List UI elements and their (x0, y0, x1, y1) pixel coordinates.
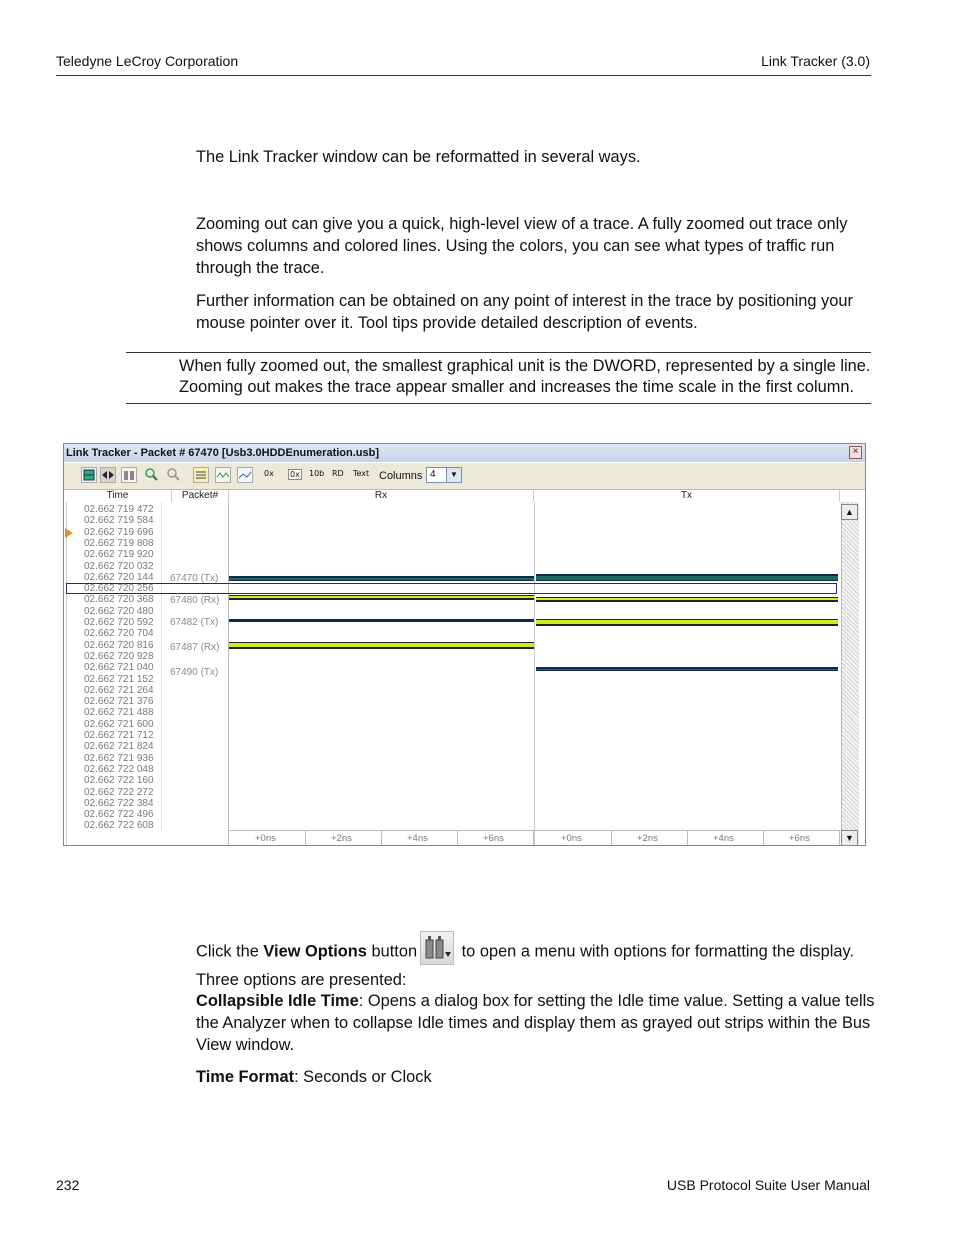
time-item[interactable]: 02.662 722 048 (84, 763, 154, 775)
time-item[interactable]: 02.662 721 712 (84, 730, 154, 741)
time-item[interactable]: 02.662 719 472 (84, 504, 154, 515)
scroll-up-icon[interactable]: ▲ (841, 504, 858, 520)
rx-line-67482[interactable] (229, 619, 534, 622)
header-section: Link Tracker (3.0) (761, 53, 870, 69)
tick-separator (305, 830, 306, 846)
col-header-time[interactable]: Time (64, 490, 172, 502)
tx-line-67490[interactable] (536, 667, 838, 671)
rx-line-67480[interactable] (229, 595, 534, 600)
layout-chart-icon[interactable] (237, 467, 253, 483)
view-options-icon (420, 931, 454, 965)
note-line-2: Zooming out makes the trace appear smaller and increases the time scale in the first column. (179, 378, 855, 396)
tick-separator (457, 830, 458, 846)
time-tick: +6ns (789, 833, 810, 844)
time-item[interactable]: 02.662 721 376 (84, 696, 154, 708)
time-item[interactable]: 02.662 721 264 (84, 684, 154, 696)
zoom-out-icon[interactable] (165, 467, 181, 483)
page-number: 232 (56, 1177, 80, 1193)
layout-list-icon[interactable] (193, 467, 209, 483)
info-paragraph: Further information can be obtained on any point of interest in the trace by positioning your mouse pointer over it. Tool tips provide detailed description of events. (196, 292, 853, 332)
packet-label[interactable]: 67487 (Rx) (170, 642, 220, 653)
tick-separator (687, 830, 688, 846)
rx-line-67487[interactable] (229, 642, 534, 649)
note-bottom-rule (126, 403, 871, 404)
time-item[interactable]: 02.662 720 480 (84, 605, 154, 617)
packet-label[interactable]: 67480 (Rx) (170, 595, 220, 606)
header-rule (56, 75, 871, 76)
packet-label[interactable]: 67482 (Tx) (170, 617, 219, 628)
intro-paragraph: The Link Tracker window can be reformatted in several ways. (196, 148, 641, 166)
time-item[interactable]: 02.662 719 808 (84, 537, 154, 549)
time-tick: +2ns (637, 833, 658, 844)
view-options-icon[interactable] (121, 467, 137, 483)
zoom-in-icon[interactable] (143, 467, 159, 483)
link-icon[interactable] (100, 467, 116, 483)
col-header-rx[interactable]: Rx (229, 490, 534, 502)
time-item[interactable]: 02.662 720 256 (84, 583, 154, 595)
time-item[interactable]: 02.662 722 608 (84, 820, 154, 832)
time-item[interactable]: 02.662 721 824 (84, 741, 154, 753)
tick-separator (533, 830, 534, 846)
tick-separator (381, 830, 382, 846)
tick-separator (839, 830, 840, 846)
tx-line-67480[interactable] (536, 597, 838, 602)
col-header-packet[interactable]: Packet# (172, 490, 229, 502)
text-button[interactable]: Text (353, 469, 370, 478)
time-item[interactable]: 02.662 721 936 (84, 752, 154, 764)
divider (534, 502, 535, 846)
time-item[interactable]: 02.662 720 928 (84, 650, 154, 662)
toolbar (64, 463, 865, 490)
window-title: Link Tracker - Packet # 67470 [Usb3.0HDDEnumeration.usb] (64, 444, 865, 462)
view-options-paragraph: Click the View Options button to open a menu with options for formatting the display. Three options are presented: (196, 935, 876, 991)
divider (161, 502, 162, 830)
time-item[interactable]: 02.662 722 160 (84, 775, 154, 787)
time-item[interactable]: 02.662 719 920 (84, 549, 154, 561)
chevron-down-icon[interactable]: ▼ (446, 468, 461, 482)
time-item[interactable]: 02.662 721 600 (84, 718, 154, 730)
footer-title: USB Protocol Suite User Manual (666, 1177, 870, 1193)
hex-button-b[interactable]: 0x (290, 470, 300, 479)
columns-select[interactable] (426, 467, 462, 483)
tx-line-67470[interactable] (536, 574, 838, 581)
note-line-1: When fully zoomed out, the smallest graphical unit is the DWORD, represented by a single line. (179, 357, 871, 375)
divider (228, 502, 229, 846)
time-item[interactable]: 02.662 721 488 (84, 707, 154, 719)
hex-button-a[interactable]: 0x (264, 469, 274, 478)
view-options-term: View Options (263, 942, 367, 961)
tx-line-67482[interactable] (536, 619, 838, 626)
note-top-rule (126, 352, 871, 353)
col-header-tx[interactable]: Tx (534, 490, 840, 502)
grid-icon[interactable] (81, 467, 97, 483)
time-item[interactable]: 02.662 720 704 (84, 628, 154, 640)
time-item[interactable]: 02.662 720 032 (84, 560, 154, 572)
time-item[interactable]: 02.662 722 272 (84, 786, 154, 798)
scroll-down-icon[interactable]: ▼ (841, 830, 858, 846)
link-tracker-window (63, 443, 866, 846)
ruler-line (228, 830, 840, 831)
rx-line-67470[interactable] (229, 576, 534, 581)
time-item[interactable]: 02.662 721 040 (84, 662, 154, 674)
collapsible-paragraph: Collapsible Idle Time: Opens a dialog box for setting the Idle time value. Setting a value tells the Analyzer when to collapse Idle times and display them as grayed out strips within the Bus View window. (196, 992, 875, 1054)
time-tick: +4ns (713, 833, 734, 844)
time-tick: +6ns (483, 833, 504, 844)
time-item[interactable]: 02.662 720 144 (84, 571, 154, 583)
rd-button[interactable]: RD (332, 469, 344, 478)
vertical-scrollbar[interactable] (841, 502, 859, 846)
time-item[interactable]: 02.662 722 384 (84, 797, 154, 809)
columns-label: Columns (379, 470, 423, 482)
packet-label[interactable]: 67490 (Tx) (170, 667, 219, 678)
time-item[interactable]: 02.662 720 368 (84, 594, 154, 606)
time-item[interactable]: 02.662 722 496 (84, 809, 154, 821)
divider (66, 502, 67, 846)
10b-button[interactable]: 10b (309, 469, 325, 478)
close-icon[interactable]: × (849, 446, 862, 459)
header-company: Teledyne LeCroy Corporation (56, 53, 239, 69)
columns-value: 4 (430, 469, 436, 480)
time-item[interactable]: 02.662 719 584 (84, 515, 154, 527)
time-tick: +0ns (561, 833, 582, 844)
collapsible-term: Collapsible Idle Time (196, 992, 359, 1010)
time-tick: +0ns (255, 833, 276, 844)
time-format-paragraph: Time Format: Seconds or Clock (196, 1068, 432, 1086)
time-item[interactable]: 02.662 720 816 (84, 639, 154, 651)
time-item[interactable]: 02.662 719 696 (84, 526, 154, 538)
time-tick: +4ns (407, 833, 428, 844)
tick-separator (611, 830, 612, 846)
time-item[interactable]: 02.662 721 152 (84, 673, 154, 685)
marker-icon (65, 528, 73, 538)
time-format-term: Time Format (196, 1068, 295, 1086)
layout-wave-icon[interactable] (215, 467, 231, 483)
time-tick: +2ns (331, 833, 352, 844)
zoom-paragraph: Zooming out can give you a quick, high-level view of a trace. A fully zoomed out trace only shows columns and colored lines. Using the colors, you can see what types of traffic run through the trace. (196, 215, 848, 277)
packet-label[interactable]: 67470 (Tx) (170, 573, 219, 584)
selected-row[interactable] (66, 583, 837, 594)
time-item[interactable]: 02.662 720 592 (84, 617, 154, 628)
tick-separator (763, 830, 764, 846)
